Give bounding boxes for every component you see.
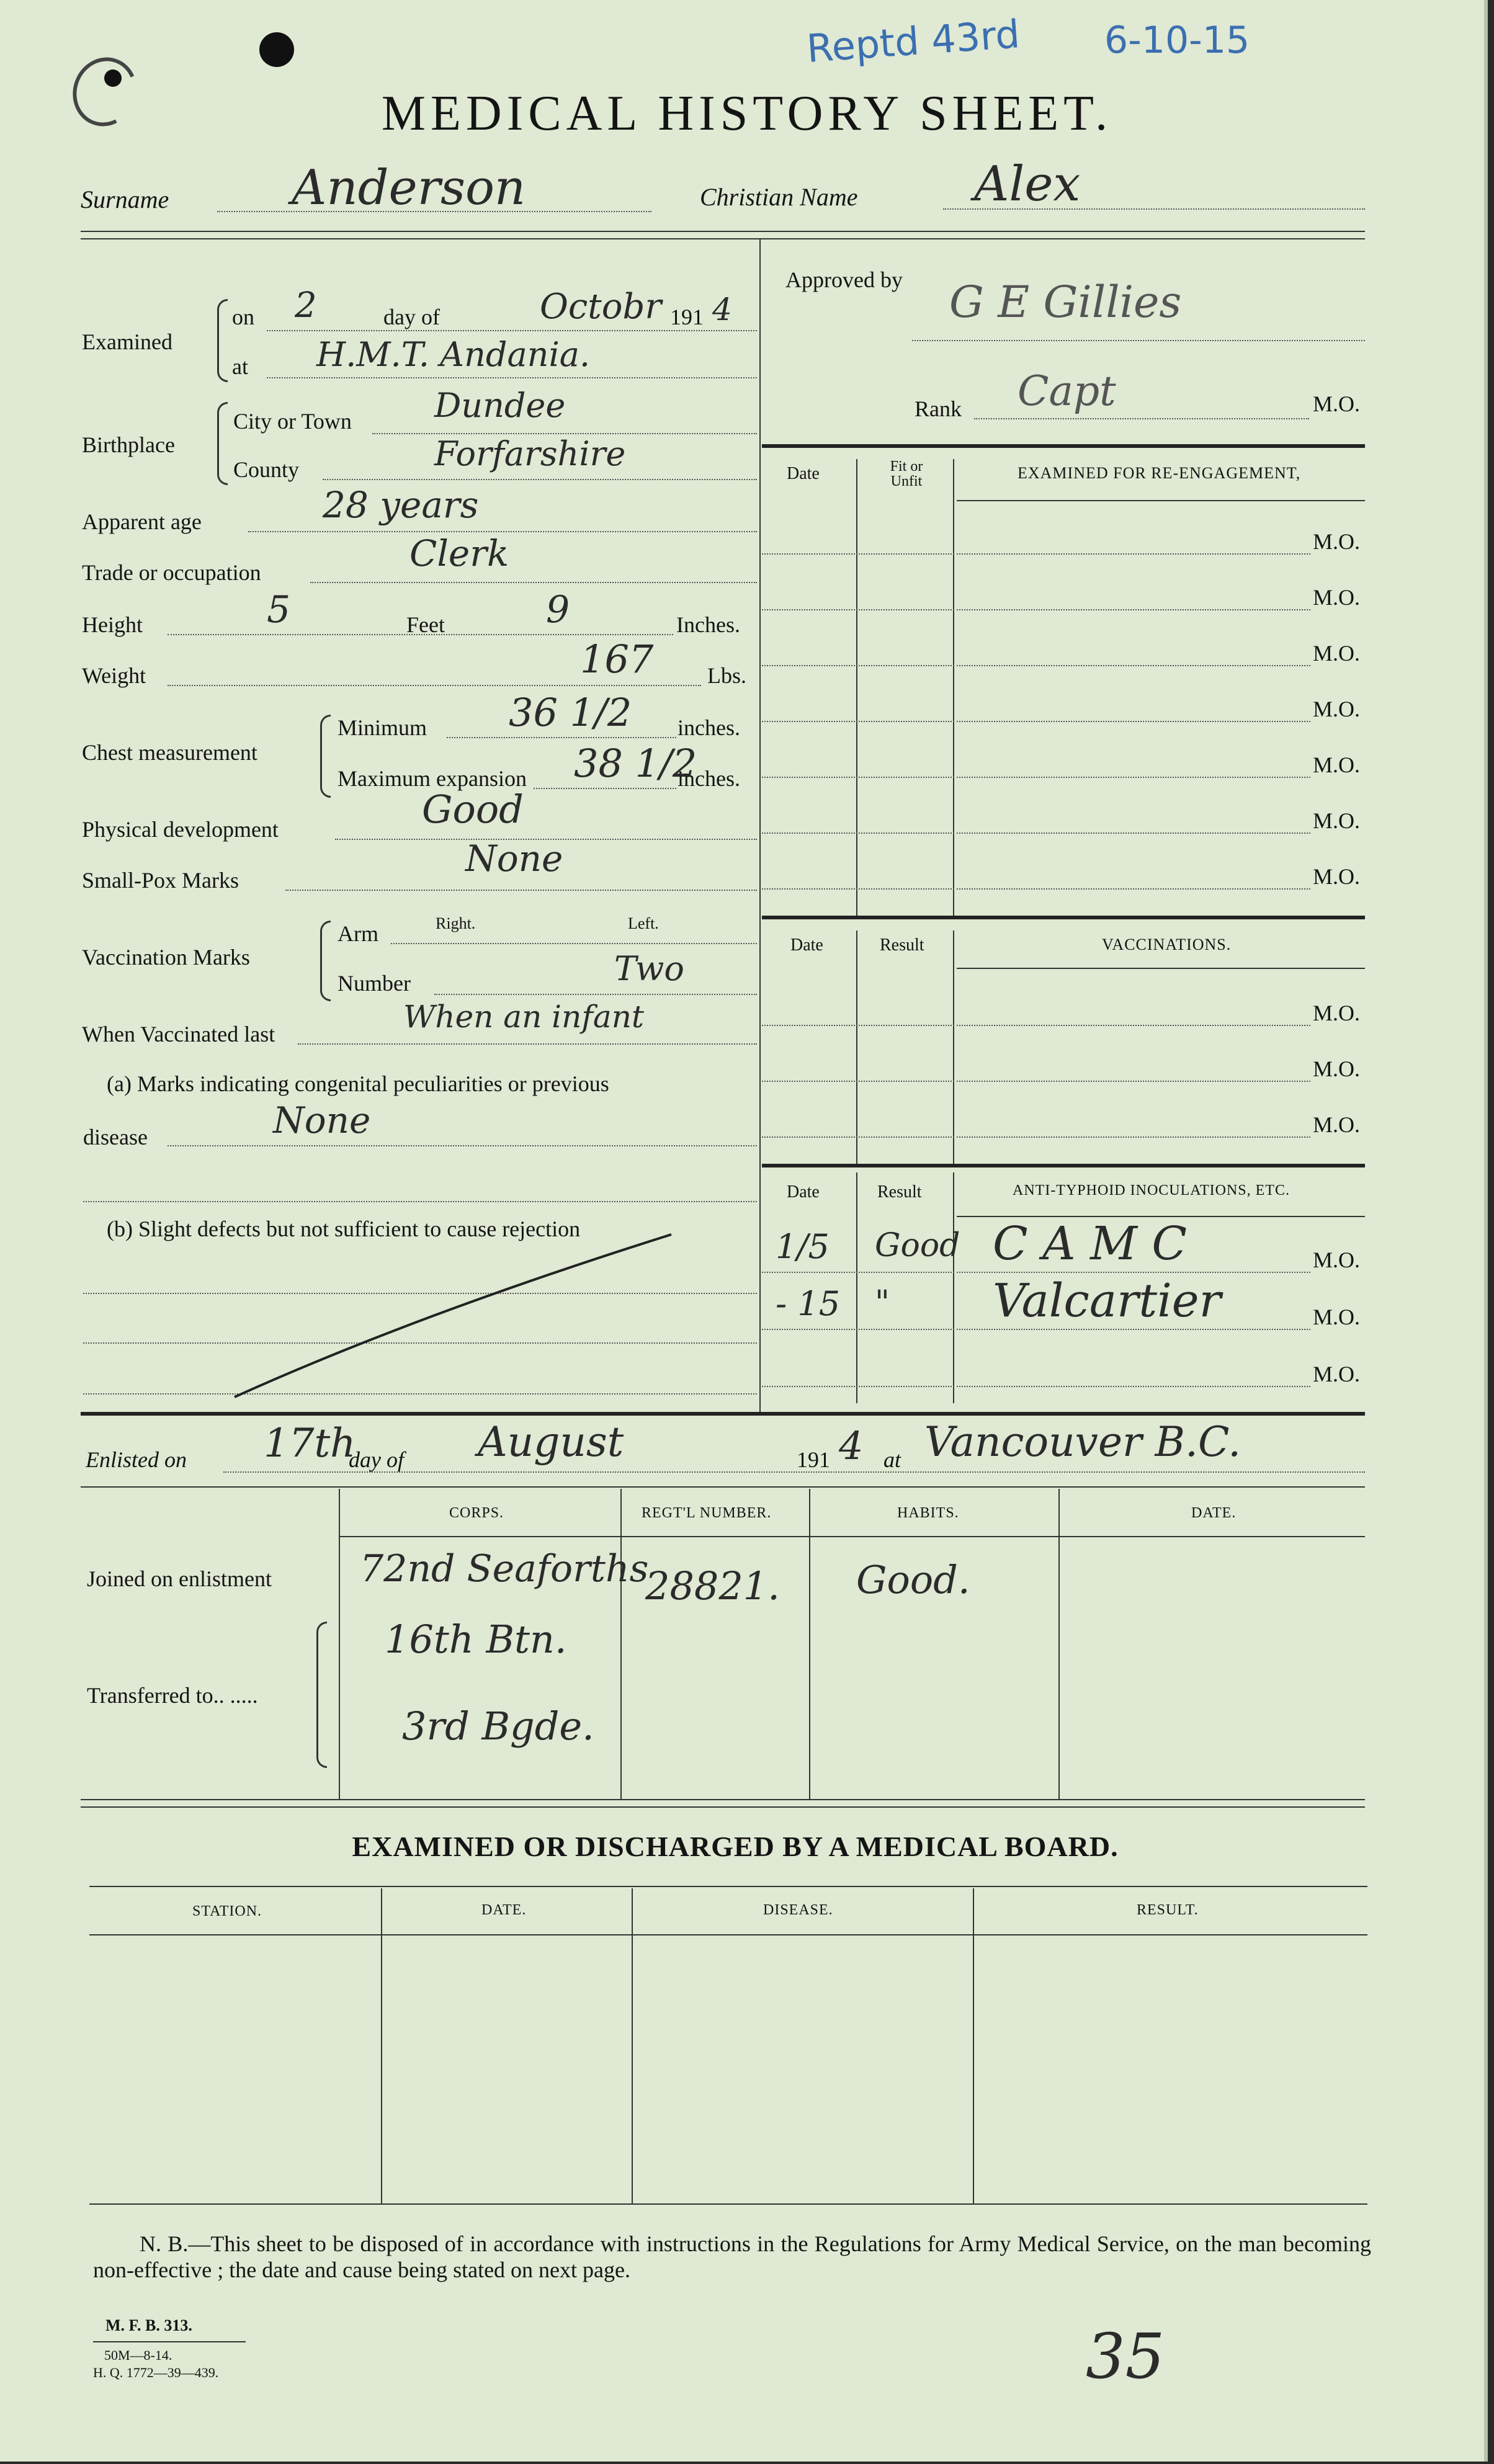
height-feet-value: 5 xyxy=(267,588,291,632)
corps-header-rule xyxy=(339,1536,1365,1537)
reengagement-row-line xyxy=(957,665,1310,666)
examined-on-line xyxy=(267,330,757,331)
weight-label: Weight xyxy=(82,663,146,688)
vaccinations-col-title: VACCINATIONS. xyxy=(1102,935,1232,953)
approved-line xyxy=(912,340,1365,341)
board-divider-3 xyxy=(973,1888,974,2203)
chest-min-value: 36 1/2 xyxy=(509,690,632,735)
vaccinations-date-line xyxy=(762,1081,954,1082)
joined-label: Joined on enlistment xyxy=(87,1566,272,1591)
surname-label: Surname xyxy=(81,185,169,213)
reengagement-col-fit: Fit or Unfit xyxy=(890,458,923,489)
chest-brace xyxy=(320,715,331,798)
age-label: Apparent age xyxy=(82,509,202,534)
typhoid-row-line xyxy=(957,1272,1310,1273)
page-number: 35 xyxy=(1086,2320,1165,2393)
chest-min-unit: inches. xyxy=(678,715,740,740)
marks-a-label: (a) Marks indicating congenital peculiarities or previous xyxy=(107,1071,609,1096)
approved-by-value: G E Gillies xyxy=(949,277,1182,328)
enlisted-month-value: August xyxy=(478,1418,624,1466)
vaccinations-header-rule xyxy=(957,968,1365,969)
examined-month-value: Octobr xyxy=(540,287,662,327)
board-divider-1 xyxy=(381,1888,382,2203)
chest-max-label: Maximum expansion xyxy=(338,766,527,791)
reengagement-row-line xyxy=(957,721,1310,722)
city-value: Dundee xyxy=(434,386,566,425)
examined-at-line xyxy=(267,377,757,378)
reengagement-row-line xyxy=(957,888,1310,890)
disease-label: disease xyxy=(83,1125,148,1149)
typhoid-mo-label: M.O. xyxy=(1313,1305,1361,1329)
typhoid-date-line xyxy=(762,1329,954,1330)
board-top-rule xyxy=(89,1886,1367,1887)
corps-bottom-rule-2 xyxy=(81,1806,1365,1808)
height-label: Height xyxy=(82,612,143,637)
reengagement-row-line xyxy=(957,777,1310,778)
examined-year-value: 4 xyxy=(712,292,732,328)
typhoid-col-date: Date xyxy=(787,1182,820,1202)
vaccinations-col-divider-2 xyxy=(953,931,954,1164)
reengagement-mo-label: M.O. xyxy=(1313,752,1361,777)
chest-min-line xyxy=(447,737,676,738)
reengagement-row-line xyxy=(957,832,1310,834)
typhoid-row-by: C A M C xyxy=(993,1217,1188,1270)
reengagement-date-line xyxy=(762,832,954,834)
physical-value: Good xyxy=(422,787,524,832)
typhoid-top-rule xyxy=(762,1164,1365,1167)
typhoid-row-by: Valcartier xyxy=(993,1274,1221,1328)
reengagement-row-line xyxy=(957,553,1310,555)
annotation-date: 6-10-15 xyxy=(1104,19,1250,62)
reengagement-col-divider-1 xyxy=(856,459,857,916)
when-vaccinated-label: When Vaccinated last xyxy=(82,1022,275,1047)
enlisted-place-value: Vancouver B.C. xyxy=(924,1418,1241,1466)
typhoid-row-result: Good xyxy=(875,1227,960,1264)
examined-at-label: at xyxy=(232,354,248,379)
reengagement-date-line xyxy=(762,665,954,666)
vaccinations-row-line xyxy=(957,1081,1310,1082)
smallpox-label: Small-Pox Marks xyxy=(82,868,239,893)
examined-day-value: 2 xyxy=(295,285,317,326)
birthplace-label: Birthplace xyxy=(82,432,175,457)
board-divider-2 xyxy=(632,1888,633,2203)
vaccination-number-line xyxy=(434,994,757,995)
typhoid-row-date: 1/5 xyxy=(776,1227,830,1266)
enlist-top-rule xyxy=(81,1412,1365,1416)
trade-value: Clerk xyxy=(409,532,509,574)
print-code-1: 50M—8-14. xyxy=(104,2347,172,2363)
inches-label: Inches. xyxy=(676,612,740,637)
disease-line-2 xyxy=(83,1201,757,1202)
enlisted-line xyxy=(223,1471,1365,1473)
chest-max-unit: inches. xyxy=(678,766,740,791)
vaccinations-row-line xyxy=(957,1136,1310,1138)
board-bottom-rule xyxy=(89,2203,1367,2205)
reengagement-mo-label: M.O. xyxy=(1313,697,1361,721)
county-line xyxy=(323,479,757,480)
examined-day-of-label: day of xyxy=(383,305,440,329)
vaccinations-top-rule xyxy=(762,916,1365,919)
weight-value: 167 xyxy=(580,636,654,682)
corps-col-date: DATE. xyxy=(1191,1505,1237,1521)
board-col-result: RESULT. xyxy=(1137,1902,1199,1918)
trade-label: Trade or occupation xyxy=(82,560,261,585)
christian-name-label: Christian Name xyxy=(700,183,858,211)
height-line xyxy=(168,634,673,635)
typhoid-row-result: " xyxy=(875,1284,890,1321)
lbs-label: Lbs. xyxy=(707,663,746,688)
rank-value: Capt xyxy=(1018,367,1116,415)
chest-max-value: 38 1/2 xyxy=(574,741,697,786)
corps-divider-4 xyxy=(1058,1489,1060,1799)
defects-strike-line xyxy=(230,1228,676,1402)
approved-by-label: Approved by xyxy=(785,267,903,292)
print-code-2: H. Q. 1772—39—439. xyxy=(93,2365,219,2380)
typhoid-mo-label: M.O. xyxy=(1313,1362,1361,1386)
name-rule-2 xyxy=(81,238,1365,239)
typhoid-col-divider-1 xyxy=(856,1172,857,1403)
reengagement-mo-label: M.O. xyxy=(1313,585,1361,610)
vaccination-number-label: Number xyxy=(338,971,411,996)
birthplace-brace xyxy=(217,402,228,485)
typhoid-date-line xyxy=(762,1386,954,1387)
typhoid-mo-label: M.O. xyxy=(1313,1248,1361,1272)
enlist-bottom-rule xyxy=(81,1486,1365,1488)
main-divider xyxy=(759,238,761,1414)
reengagement-date-line xyxy=(762,553,954,555)
habits-value: Good. xyxy=(856,1557,970,1602)
vaccination-number-value: Two xyxy=(614,949,684,988)
nb-note: N. B.—This sheet to be disposed of in accordance with instructions in the Regulations for Army Medical Service, on the man becoming non-effective ; the date and cause being stated on next page. xyxy=(93,2231,1371,2282)
vaccinations-date-line xyxy=(762,1025,954,1026)
corps-bottom-rule-1 xyxy=(81,1799,1365,1800)
trade-line xyxy=(310,582,757,583)
corps-line-3: 3rd Bgde. xyxy=(402,1703,594,1749)
reengagement-date-line xyxy=(762,721,954,722)
disease-value: None xyxy=(273,1099,371,1141)
surname-value: Anderson xyxy=(292,160,526,216)
corps-divider-3 xyxy=(809,1489,810,1799)
transferred-brace xyxy=(316,1622,327,1768)
when-vaccinated-value: When an infant xyxy=(403,999,644,1035)
reengagement-header-rule xyxy=(957,500,1365,501)
chest-max-line xyxy=(534,788,676,789)
name-rule-1 xyxy=(81,231,1365,232)
corps-line-2: 16th Btn. xyxy=(385,1617,567,1662)
reengagement-mo-label: M.O. xyxy=(1313,529,1361,554)
punch-hole xyxy=(259,32,294,67)
enlisted-year-prefix: 191 xyxy=(797,1447,830,1472)
corps-col-corps: CORPS. xyxy=(449,1505,504,1521)
board-title: EXAMINED OR DISCHARGED BY A MEDICAL BOARD. xyxy=(352,1831,1119,1862)
reengagement-date-line xyxy=(762,777,954,778)
typhoid-col-divider-2 xyxy=(953,1172,954,1403)
typhoid-row-line xyxy=(957,1329,1310,1330)
corner-dot xyxy=(104,69,122,87)
rank-label: Rank xyxy=(915,396,962,421)
reengagement-date-line xyxy=(762,888,954,890)
reengagement-top-rule xyxy=(762,444,1365,448)
vaccinations-mo-label: M.O. xyxy=(1313,1112,1361,1137)
defects-b-label: (b) Slight defects but not sufficient to cause rejection xyxy=(107,1216,581,1241)
chest-min-label: Minimum xyxy=(338,715,427,740)
transferred-label: Transferred to.. ..... xyxy=(87,1683,258,1708)
rank-mo-label: M.O. xyxy=(1313,391,1361,416)
form-code: M. F. B. 313. xyxy=(105,2316,192,2334)
chest-label: Chest measurement xyxy=(82,740,257,765)
corps-line-1: 72nd Seaforths xyxy=(360,1547,649,1591)
vaccinations-col-result: Result xyxy=(880,935,924,955)
reengagement-col-date: Date xyxy=(787,464,820,483)
smallpox-line xyxy=(285,890,757,891)
examined-on-label: on xyxy=(232,305,254,329)
reengagement-col-exam: EXAMINED FOR RE-ENGAGEMENT, xyxy=(1018,464,1301,482)
feet-label: Feet xyxy=(406,612,445,637)
smallpox-value: None xyxy=(465,837,563,880)
regt-number-value: 28821. xyxy=(645,1563,780,1609)
examined-at-value: H.M.T. Andania. xyxy=(316,335,591,374)
county-value: Forfarshire xyxy=(434,434,626,473)
reengagement-mo-label: M.O. xyxy=(1313,864,1361,889)
typhoid-row-date: - 15 xyxy=(776,1284,841,1323)
physical-label: Physical development xyxy=(82,817,279,842)
typhoid-row-line xyxy=(957,1386,1310,1387)
reengagement-mo-label: M.O. xyxy=(1313,808,1361,833)
corps-divider-2 xyxy=(620,1489,622,1799)
vaccinations-row-line xyxy=(957,1025,1310,1026)
vaccination-arm-label: Arm xyxy=(338,921,378,946)
enlisted-day-value: 17th xyxy=(264,1421,356,1466)
christian-name-value: Alex xyxy=(974,156,1081,212)
page-title: MEDICAL HISTORY SHEET. xyxy=(381,86,1113,141)
form-code-rule xyxy=(93,2341,246,2342)
typhoid-col-result: Result xyxy=(877,1182,922,1202)
vaccinations-date-line xyxy=(762,1136,954,1138)
board-col-disease: DISEASE. xyxy=(763,1902,833,1918)
board-col-date: DATE. xyxy=(481,1902,527,1918)
reengagement-col-divider-2 xyxy=(953,459,954,916)
vaccination-right-label: Right. xyxy=(436,914,476,932)
height-inches-value: 9 xyxy=(546,588,570,632)
enlisted-day-of-label: day of xyxy=(349,1447,404,1472)
vaccination-arm-line xyxy=(391,943,757,944)
corps-divider-1 xyxy=(339,1489,340,1799)
vaccination-left-label: Left. xyxy=(628,914,659,932)
vaccination-brace xyxy=(320,921,331,1001)
annotation-reported: Reptd 43rd xyxy=(805,11,1021,71)
corps-col-regt: REGT'L NUMBER. xyxy=(642,1505,772,1521)
weight-line xyxy=(168,685,701,686)
county-label: County xyxy=(233,457,300,482)
enlisted-label: Enlisted on xyxy=(86,1447,187,1472)
enlisted-at-label: at xyxy=(883,1447,901,1472)
enlisted-year-value: 4 xyxy=(839,1423,864,1468)
city-label: City or Town xyxy=(233,409,352,434)
examined-year-prefix: 191 xyxy=(670,305,704,329)
vaccinations-mo-label: M.O. xyxy=(1313,1056,1361,1081)
corps-col-habits: HABITS. xyxy=(897,1505,959,1521)
vaccinations-mo-label: M.O. xyxy=(1313,1001,1361,1025)
reengagement-mo-label: M.O. xyxy=(1313,641,1361,666)
rank-line xyxy=(974,418,1309,419)
typhoid-col-title: ANTI-TYPHOID INOCULATIONS, ETC. xyxy=(1013,1182,1290,1199)
vaccinations-col-divider-1 xyxy=(856,931,857,1164)
age-value: 28 years xyxy=(323,484,479,526)
when-vaccinated-line xyxy=(298,1043,757,1045)
reengagement-row-line xyxy=(957,609,1310,610)
board-header-rule xyxy=(89,1934,1367,1935)
examined-brace xyxy=(217,299,228,382)
vaccination-marks-label: Vaccination Marks xyxy=(82,945,250,970)
board-col-station: STATION. xyxy=(192,1903,262,1919)
examined-label: Examined xyxy=(82,329,172,354)
vaccinations-col-date: Date xyxy=(790,935,823,955)
disease-line xyxy=(168,1145,757,1146)
reengagement-date-line xyxy=(762,609,954,610)
typhoid-date-line xyxy=(762,1272,954,1273)
